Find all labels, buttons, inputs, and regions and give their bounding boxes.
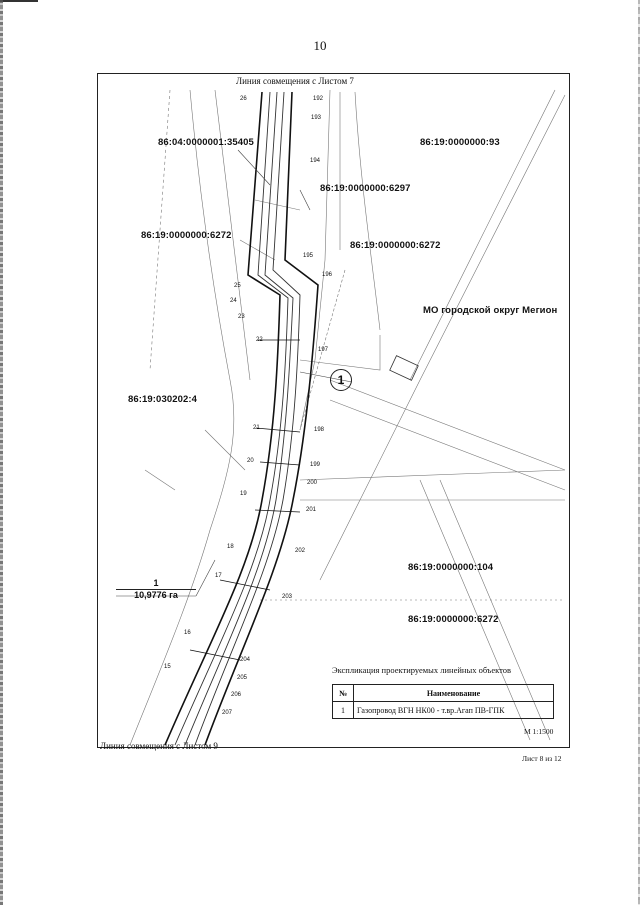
legend-row-name: Газопровод ВГН НК00 - т.вр.Агап ПВ-ГПК <box>354 702 554 719</box>
point-marker <box>260 462 300 465</box>
parcel-boundary-line <box>330 400 565 490</box>
point-number: 197 <box>318 347 329 353</box>
legend-title: Экспликация проектируемых линейных объектов <box>332 665 511 675</box>
point-number: 24 <box>230 298 237 304</box>
point-number: 17 <box>215 573 222 579</box>
point-number: 199 <box>310 462 321 468</box>
point-number: 203 <box>282 594 293 600</box>
zone-area: 10,9776 га <box>134 590 178 600</box>
point-number: 204 <box>240 657 251 663</box>
pipeline-line <box>195 92 300 745</box>
pipeline-line <box>185 92 293 745</box>
point-marker <box>220 580 270 590</box>
parcel-boundary-line <box>320 95 565 580</box>
point-number: 15 <box>164 664 171 670</box>
point-number: 207 <box>222 710 233 716</box>
point-number: 194 <box>310 158 321 164</box>
parcel-label: 86:19:0000000:6272 <box>141 230 232 241</box>
legend-col-name: Наименование <box>354 685 554 702</box>
municipality-label: МО городской округ Мегион <box>423 305 558 316</box>
point-number: 205 <box>237 675 248 681</box>
label-leader <box>300 190 310 210</box>
parcel-label: 86:19:0000000:6272 <box>408 614 499 625</box>
zone-area-label <box>116 578 196 600</box>
point-number: 201 <box>306 507 317 513</box>
bottom-edge-label: Линия совмещения с Листом 9 <box>100 741 218 751</box>
scale-label: М 1:1500 <box>524 727 554 736</box>
pipeline-line <box>175 92 288 745</box>
sheet-label: Лист 8 из 12 <box>522 754 562 763</box>
point-number: 198 <box>314 427 325 433</box>
point-number: 206 <box>231 692 242 698</box>
point-number: 22 <box>256 337 263 343</box>
point-number: 200 <box>307 480 318 486</box>
parcel-boundary-line <box>240 240 275 260</box>
point-marker <box>190 650 240 660</box>
point-marker <box>256 428 300 432</box>
point-number: 192 <box>313 96 324 102</box>
point-number: 196 <box>322 272 333 278</box>
top-edge-label: Линия совмещения с Листом 7 <box>236 76 354 86</box>
object-callout: 1 <box>330 369 352 391</box>
legend-row-no: 1 <box>333 702 354 719</box>
parcel-boundary-line <box>300 90 333 430</box>
parcel-boundary-line <box>355 92 380 330</box>
parcel-boundary-line <box>330 380 565 470</box>
zone-number: 1 <box>116 578 196 590</box>
point-number: 202 <box>295 548 306 554</box>
point-number: 23 <box>238 314 245 320</box>
point-number: 26 <box>240 96 247 102</box>
parcel-boundary-line <box>410 90 558 380</box>
parcel-label: 86:19:0000000:6272 <box>350 240 441 251</box>
point-number: 18 <box>227 544 234 550</box>
legend-col-no: № <box>333 685 354 702</box>
page-number: 10 <box>313 38 327 53</box>
point-number: 20 <box>247 458 254 464</box>
parcel-label: 86:04:0000001:35405 <box>158 137 254 148</box>
point-number: 16 <box>184 630 191 636</box>
corridor-left-boundary <box>165 92 280 745</box>
parcel-label: 86:19:0000000:93 <box>420 137 500 148</box>
parcel-boundary-line <box>205 430 245 470</box>
legend-table <box>332 684 554 719</box>
point-number: 193 <box>311 115 322 121</box>
point-number: 21 <box>253 425 260 431</box>
point-number: 25 <box>234 283 241 289</box>
structure-outline <box>390 356 419 381</box>
parcel-label: 86:19:0000000:104 <box>408 562 494 573</box>
parcel-boundary-line <box>145 470 175 490</box>
legend-header-row <box>333 685 554 702</box>
point-marker <box>255 510 300 512</box>
parcel-label: 86:19:030202:4 <box>128 394 198 405</box>
parcel-label: 86:19:0000000:6297 <box>320 183 411 194</box>
point-number: 195 <box>303 253 314 259</box>
legend-row <box>333 702 554 719</box>
point-number: 19 <box>240 491 247 497</box>
